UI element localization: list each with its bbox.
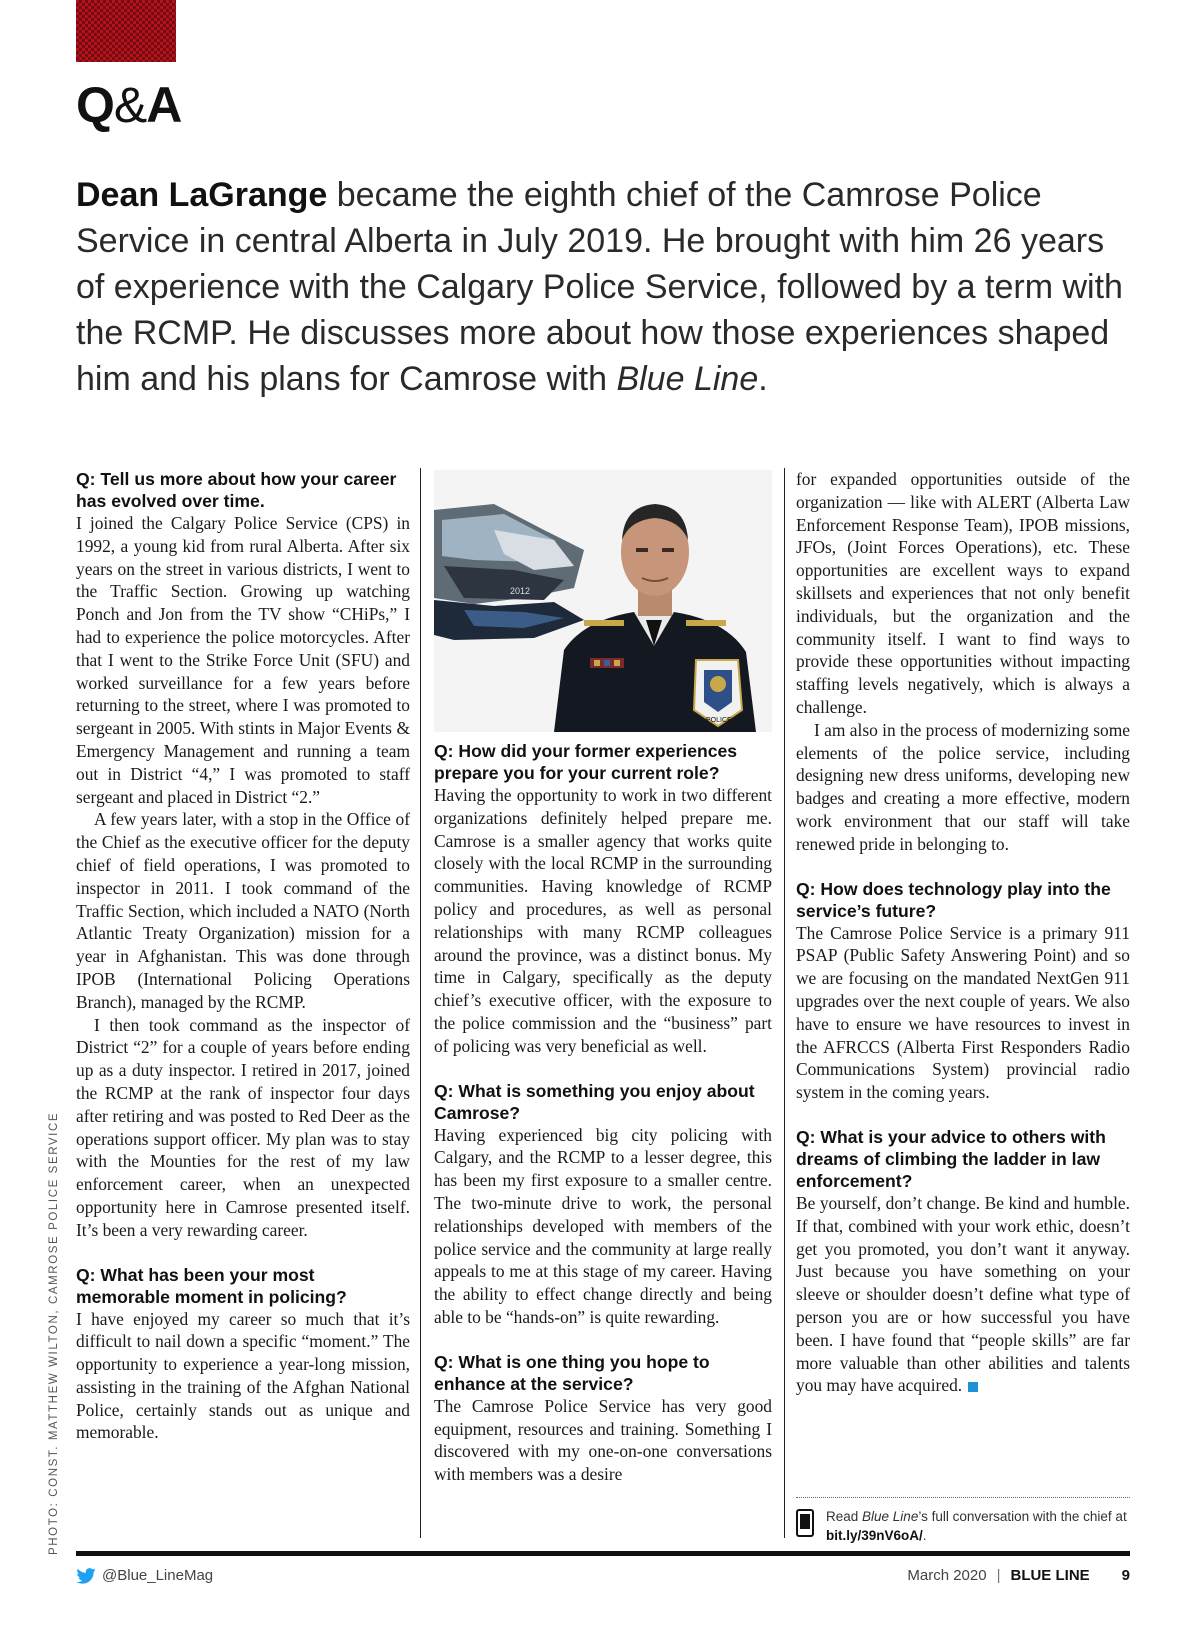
answer-paragraph: I joined the Calgary Police Service (CPS) in 1992, a young kid from rural Alberta. After six years on the street in various districts, I went to the Traffic Section. Growing up watching Ponch and Jon from the TV show “CHiPs,” I had to experience the police motorcycles. After that I went to the Strike Force Unit (SFU) and worked surveillance for a few years before returning to the street, where I was promoted to sergeant in 2005. With stints in Major Events & Emergency Management and running a team out in District “4,” I was promoted to staff sergeant and placed in District “2.” [76,513,410,807]
answer-paragraph: I am also in the process of modernizing some elements of the police service, including designing new dress uniforms, developing new badges and creating a more effective, modern work environment that our staff will take renewed pride in belonging to. [796,719,1130,854]
intro-paragraph: Dean LaGrange became the eighth chief of the Camrose Police Service in central Alberta in July 2019. He brought with him 26 years of experience with the Calgary Police Service, followed by a term with the RCMP. He discusses more about how those experiences shaped him and his plans for Camrose with Blue Line. [76,176,1123,398]
issue-date: March 2020 [907,1567,987,1584]
page-footer [76,1567,1130,1591]
answer-paragraph: The Camrose Police Service is a primary 911 PSAP (Public Safety Answering Point) and so we are focusing on the mandated NextGen 911 upgrades over the next couple of years. We also have to ensure we have resources to invest in the AFRCCS (Alberta First Responders Radio Communications System) provincial radio system in the coming years. [796,922,1130,1103]
answer-paragraph: Having the opportunity to work in two different organizations definitely helped prepare me. Camrose is a smaller agency that works quite closely with the local RCMP in the surrounding communities. Having knowledge of RCMP policy and procedures, as well as personal relationships with many RCMP colleagues around the province, was a distinct bonus. My time in Calgary, specifically as the deputy chief’s executive officer, with the exposure to the police commission and the “business” part of policing was very beneficial as well. [434,785,772,1056]
article-column-2 [434,740,772,1486]
page-number: 9 [1121,1567,1130,1584]
photo-patch-label: POLICE [706,717,732,724]
answer-paragraph: I then took command as the inspector of District “2” for a couple of years before ending up as a duty inspector. I retired in 2017, joined the RCMP at the rank of inspector four days after retiring and was posted to Red Deer as the operations support officer. My plan was to stay with the Mounties for the rest of my law enforcement career, when an unexpected opportunity here in Camrose presented itself. It’s been a very rewarding career. [76,1014,410,1240]
question-former-experiences: Q: How did your former experiences prepare you for your current role? [434,741,738,783]
footer-rule [76,1551,1130,1556]
column-divider [420,468,421,1538]
section-color-block [76,0,176,62]
question-enjoy-camrose: Q: What is something you enjoy about Camrose? [434,1080,755,1123]
answer-paragraph: A few years later, with a stop in the Office of the Chief as the executive officer for the deputy chief of field operations, I was promoted to inspector in 2011. I took command of the Traffic Section, which included a NATO (North Atlantic Treaty Organization) mission for a year in Afghanistan. This was done through IPOB (International Policing Operations Branch), managed by the RCMP. [76,809,410,1012]
article-column-1 [76,468,410,1444]
question-technology: Q: How does technology play into the service’s future? [796,878,1111,921]
photo-credit: PHOTO: CONST. MATTHEW WILTON, CAMROSE POLICE SERVICE [48,1111,60,1555]
end-of-article-mark [968,1382,978,1392]
chief-portrait-photo [434,470,772,732]
intro-name: Dean LaGrange [76,176,328,214]
article-column-3 [796,468,1130,1397]
answer-paragraph: Be yourself, don’t change. Be kind and humble. If that, combined with your work ethic, doesn’t get you promoted, you don’t want it anyway. Just because you have something on your sleeve or shoulder doesn’t define what type of person you are or how successful you have been. I have found that “people skills” are far more valuable than other abilities and talents you may have acquired. [796,1192,1130,1396]
full-conversation-link[interactable]: bit.ly/39nV6oA/ [826,1528,923,1543]
question-enhance-service: Q: What is one thing you hope to enhance at the service? [434,1351,710,1394]
tablet-icon [796,1509,814,1537]
question-advice: Q: What is your advice to others with dreams of climbing the ladder in law enforcement? [796,1126,1106,1191]
intro-publication: Blue Line [616,360,759,398]
dotted-divider [796,1497,1130,1498]
photo-year-label: 2012 [510,586,531,596]
read-more-note: Read Blue Line’s full conversation with the chief at bit.ly/39nV6oA/. [796,1507,1130,1545]
section-title: Q&A [76,77,182,133]
twitter-handle[interactable]: @Blue_LineMag [102,1567,214,1584]
answer-paragraph: for expanded opportunities outside of the organization — like with ALERT (Alberta Law Enforcement Response Team), IPOB missions, JFOs, (Joint Forces Operations), etc. These opportunities are excellent ways to expand skillsets and experiences that not only benefit individuals, but the organization and the community itself. I want to find ways to provide these opportunities without impacting staffing levels negatively, which is always a challenge. [796,469,1130,717]
footer-separator: | [996,1567,1001,1584]
twitter-icon [76,1568,96,1584]
answer-paragraph: I have enjoyed my career so much that it’s difficult to nail down a specific “moment.” The opportunity to experience a year-long mission, assisting in the training of the Afghan National Police, certainly stands out as unique and memorable. [76,1308,410,1443]
answer-paragraph: Having experienced big city policing with Calgary, and the RCMP to a lesser degree, this has been my first exposure to a smaller centre. The two-minute drive to work, the personal relationships developed with members of the police service and the community at large really appeals to me at this stage of my career. Having the ability to effect change directly and being able to be “hands-on” is quite rewarding. [434,1124,772,1327]
magazine-name: BLUE LINE [1010,1567,1090,1584]
column-divider [784,468,785,1538]
answer-paragraph: The Camrose Police Service has very good equipment, resources and training. Something I discovered with my one-on-one conversations with members was a desire [434,1395,772,1485]
question-memorable-moment: Q: What has been your most memorable moment in policing? [76,1264,347,1307]
question-career: Q: Tell us more about how your career has evolved over time. [76,469,397,511]
